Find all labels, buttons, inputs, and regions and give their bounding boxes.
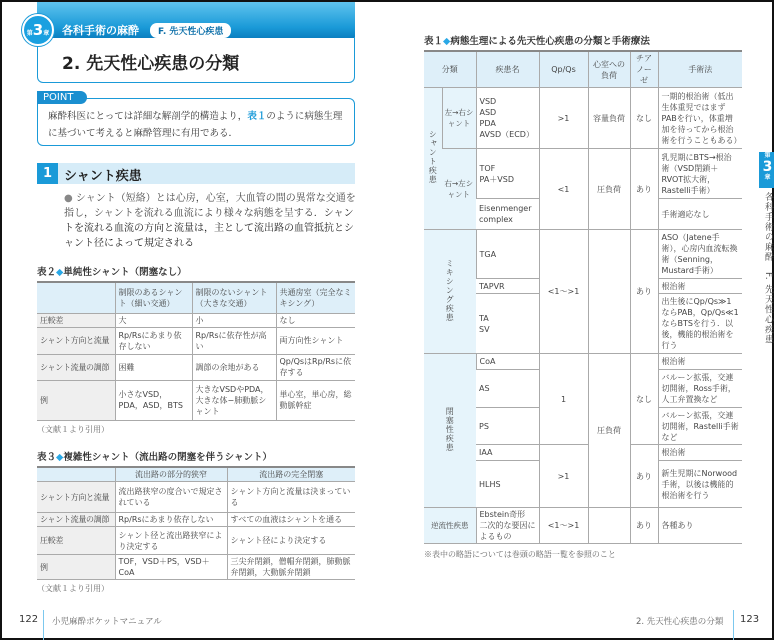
t2-cell: 調節の余地がある xyxy=(192,354,276,380)
t3-cell: すべての血液はシャントを通る xyxy=(227,513,355,527)
t3-cell: シャント径により決定する xyxy=(227,527,355,555)
table-row xyxy=(37,354,355,380)
t1-cell: <1〜>1 xyxy=(539,508,588,544)
t1-cell: あり xyxy=(630,508,658,544)
t1-cell: バルーン拡張，交連切開術，Ross手術，人工弁置換など xyxy=(658,370,742,408)
section-number: 1 xyxy=(37,163,58,184)
t1-cell: TA SV xyxy=(476,294,539,354)
t1-cell: 各種あり xyxy=(658,508,742,544)
table-row xyxy=(424,149,742,199)
table-row xyxy=(37,513,355,527)
table3-num: 表３ xyxy=(37,452,57,463)
chapter-side-tab[interactable] xyxy=(759,152,774,188)
t3-cell: TOF，VSD＋PS，VSD＋CoA xyxy=(115,555,227,580)
page-number-left: 122 xyxy=(19,614,39,625)
t1-header: 分類 xyxy=(424,51,476,88)
t3-header: 流出路の完全閉塞 xyxy=(227,467,355,482)
chapter-prefix: 第 xyxy=(26,30,33,37)
t1-cell: <1〜>1 xyxy=(539,230,588,354)
table3-note: （文献１より引用） xyxy=(37,584,109,593)
t1-cell: 根治術 xyxy=(658,354,742,370)
table3-caption xyxy=(37,451,355,464)
bullet-bold: シャントを流れる血流の方向と流量は，主として流出路の血管抵抗とシャント径によって規定される xyxy=(64,208,354,249)
table1-block xyxy=(424,35,742,560)
table2 xyxy=(37,281,355,421)
t2-cell: 大きなVSDやPDA，大きな体−肺動脈シャント xyxy=(192,380,276,420)
t1-header: 疾患名 xyxy=(476,51,539,88)
t1-cell-empty xyxy=(588,230,630,354)
diamond-icon: ◆ xyxy=(443,36,451,47)
t1-header: 心室への負荷 xyxy=(588,51,630,88)
t3-cell: シャント方向と流量は決まっている xyxy=(227,482,355,513)
diamond-icon: ◆ xyxy=(56,452,64,463)
t2-cell: 単心室，単心房，総動脈幹症 xyxy=(276,380,355,420)
footer-divider xyxy=(43,610,44,640)
t2-cell: なし xyxy=(276,313,355,327)
t1-header: チアノーゼ xyxy=(630,51,658,88)
table-ref-link[interactable]: 表１ xyxy=(247,111,267,122)
t1-cell: TOF PA＋VSD xyxy=(476,149,539,199)
t1-header: Qp/Qs xyxy=(539,51,588,88)
table1-caption xyxy=(424,35,742,48)
t2-cell: 困難 xyxy=(115,354,192,380)
chapter-running-title: 2. 先天性心疾患の分類 xyxy=(636,617,724,627)
page-number-right: 123 xyxy=(740,614,760,625)
t1-cat xyxy=(424,230,476,354)
t1-cell: 根治術 xyxy=(658,279,742,294)
t1-cell: TGA xyxy=(476,230,539,279)
t1-cell: あり xyxy=(630,149,658,230)
t1-cell: PS xyxy=(476,408,539,445)
table-row xyxy=(424,230,742,279)
t1-cell: >1 xyxy=(539,88,588,149)
t2-cell: 小 xyxy=(192,313,276,327)
section-heading: シャント疾患 xyxy=(64,169,142,184)
t2-cell: シャント方向と流量 xyxy=(37,327,115,354)
point-label: POINT xyxy=(37,91,87,104)
table2-block xyxy=(37,266,355,435)
t1-cell: IAA xyxy=(476,445,539,461)
t1-cell: あり xyxy=(630,445,658,508)
t2-header: 制限のあるシャント（細い交通） xyxy=(115,282,192,313)
footer-divider xyxy=(733,610,734,640)
page-title: 2. 先天性心疾患の分類 xyxy=(62,54,240,74)
side-tab-text: 各科手術の麻酔 F. 先天性心疾患 xyxy=(763,192,773,345)
table3-title: 複雑性シャント（流出路の閉塞を伴うシャント） xyxy=(63,452,272,463)
t2-cell: 大 xyxy=(115,313,192,327)
t1-cell: なし xyxy=(630,354,658,445)
book-title: 小児麻酔ポケットマニュアル xyxy=(52,617,162,627)
table2-caption xyxy=(37,266,355,279)
table2-num: 表２ xyxy=(37,267,57,278)
table-row xyxy=(37,313,355,327)
t1-cell: VSD ASD PDA AVSD（ECD） xyxy=(476,88,539,149)
table3-block xyxy=(37,451,355,594)
t1-cell-empty xyxy=(588,508,630,544)
table2-note: （文献１より引用） xyxy=(37,424,109,434)
t1-cell: 容量負荷 xyxy=(588,88,630,149)
t3-cell: 流出路狭窄の度合いで規定されている xyxy=(115,482,227,513)
point-text-2: のように病態生理に基づいて考えると麻酔管理に有用である． xyxy=(48,111,343,139)
bullet-plain: シャント（短絡）とは心房，心室，大血管の間の異常な交通を指し，シャントを流れる血流により様々な病態を呈する． xyxy=(64,193,356,219)
t2-cell: 圧較差 xyxy=(37,313,115,327)
t3-cell: シャント流量の調節 xyxy=(37,513,115,527)
tab-number: 3 xyxy=(762,159,773,175)
bullet-item: ● シャント（短絡）とは心房，心室，大血管の間の異常な交通を指し，シャントを流れる血流により様々な病態を呈する．シャントを流れる血流の方向と流量は，主として流出路の血管抵抗とシャント径によって規定される xyxy=(64,193,356,249)
table-row xyxy=(37,527,355,555)
t1-cell: 乳児期にBTS→根治術（VSD閉鎖＋RVOT拡大術，Rastelli手術） xyxy=(658,149,742,199)
t1-cell: ASO（Jatene手術），心房内血流転換術（Senning，Mustard手術） xyxy=(658,230,742,279)
cat-obstructive: 閉塞性疾患 xyxy=(445,406,455,452)
t3-cell: シャント方向と流量 xyxy=(37,482,115,513)
table-row xyxy=(424,354,742,370)
t3-cell: Rp/Rsにあまり依存しない xyxy=(115,513,227,527)
cat-regurg: 逆流性疾患 xyxy=(424,508,476,544)
table-row xyxy=(37,482,355,513)
cat-lr: 左→右シャント xyxy=(442,88,476,149)
t2-cell: シャント流量の調節 xyxy=(37,354,115,380)
cat-rl: 右→左シャント xyxy=(442,149,476,230)
t3-header xyxy=(37,467,115,482)
table3 xyxy=(37,466,355,580)
t1-cell: <1 xyxy=(539,149,588,230)
t1-cell: 1 xyxy=(539,354,588,445)
table1 xyxy=(424,50,742,544)
t1-cell: なし xyxy=(630,88,658,149)
t1-cell: 手術適応なし xyxy=(658,199,742,230)
table-row xyxy=(37,327,355,354)
table-row xyxy=(424,508,742,544)
t2-header: 制限のないシャント（大きな交通） xyxy=(192,282,276,313)
table1-title: 病態生理による先天性心疾患の分類と手術療法 xyxy=(450,36,650,47)
t1-cell: HLHS xyxy=(476,461,539,508)
t2-header: 共通房室（完全なミキシング） xyxy=(276,282,355,313)
t1-cell: あり xyxy=(630,230,658,354)
t1-cell: 新生児期にNorwood手術，以後は機能的根治術を行う xyxy=(658,461,742,508)
t2-cell: Rp/Rsにあまり依存しない xyxy=(115,327,192,354)
t2-cell: 例 xyxy=(37,380,115,420)
t1-cell: 一期的根治術（低出生体重児ではまずPABを行い，体重増加を待ってから根治術を行うこともある） xyxy=(658,88,742,149)
tab-prefix: 第 xyxy=(764,152,771,159)
t2-header xyxy=(37,282,115,313)
t1-cat xyxy=(424,88,442,230)
table1-num: 表１ xyxy=(424,36,444,47)
table-row xyxy=(424,88,742,149)
t1-cell: 圧負荷 xyxy=(588,149,630,230)
t1-header: 手術法 xyxy=(658,51,742,88)
t1-cell: バルーン拡張，交連切開術，Rastelli手術など xyxy=(658,408,742,445)
cat-shunt: シャント疾患 xyxy=(428,130,438,184)
t2-cell: 両方向性シャント xyxy=(276,327,355,354)
subsection-pill: F. 先天性心疾患 xyxy=(150,23,231,38)
diamond-icon: ◆ xyxy=(56,267,64,278)
t2-cell: Qp/QsはRp/Rsに依存する xyxy=(276,354,355,380)
t3-cell: 三尖弁閉鎖，僧帽弁閉鎖，肺動脈弁閉鎖，大動脈弁閉鎖 xyxy=(227,555,355,580)
cat-mixing: ミキシング疾患 xyxy=(445,258,455,322)
t3-cell: 例 xyxy=(37,555,115,580)
table2-title: 単純性シャント（閉塞なし） xyxy=(63,267,187,278)
t1-cat xyxy=(424,354,476,508)
point-text xyxy=(48,108,348,142)
t3-cell: シャント径と流出路狭窄により決定する xyxy=(115,527,227,555)
t1-cell: Ebstein奇形 二次的な要因によるもの xyxy=(476,508,539,544)
t1-cell: Eisenmenger complex xyxy=(476,199,539,230)
t3-header: 流出路の部分的狭窄 xyxy=(115,467,227,482)
t1-cell: CoA xyxy=(476,354,539,370)
tab-suffix: 章 xyxy=(764,174,771,181)
section-label: 各科手術の麻酔 xyxy=(62,24,139,37)
t2-cell: 小さなVSD，PDA，ASD，BTS xyxy=(115,380,192,420)
point-text-1: 麻酔科医にとっては詳細な解剖学的構造より， xyxy=(48,111,248,122)
table1-note: ※表中の略語については巻頭の略語一覧を参照のこと xyxy=(424,550,616,559)
table-row xyxy=(37,555,355,580)
chapter-suffix: 章 xyxy=(43,30,50,37)
t1-cell: 圧負荷 xyxy=(588,354,630,508)
t1-cell: 出生後にQp/Qs≫1ならPAB，Qp/Qs≪1ならBTSを行う．以後，機能的根治術を行う xyxy=(658,294,742,354)
t1-cell: 根治術 xyxy=(658,445,742,461)
table-row xyxy=(37,380,355,420)
chapter-badge xyxy=(22,14,54,46)
t1-cell: TAPVR xyxy=(476,279,539,294)
t1-cell: >1 xyxy=(539,445,588,508)
t3-cell: 圧較差 xyxy=(37,527,115,555)
t2-cell: Rp/Rsに依存性が高い xyxy=(192,327,276,354)
t1-cell: AS xyxy=(476,370,539,408)
chapter-number: 3 xyxy=(32,21,44,39)
